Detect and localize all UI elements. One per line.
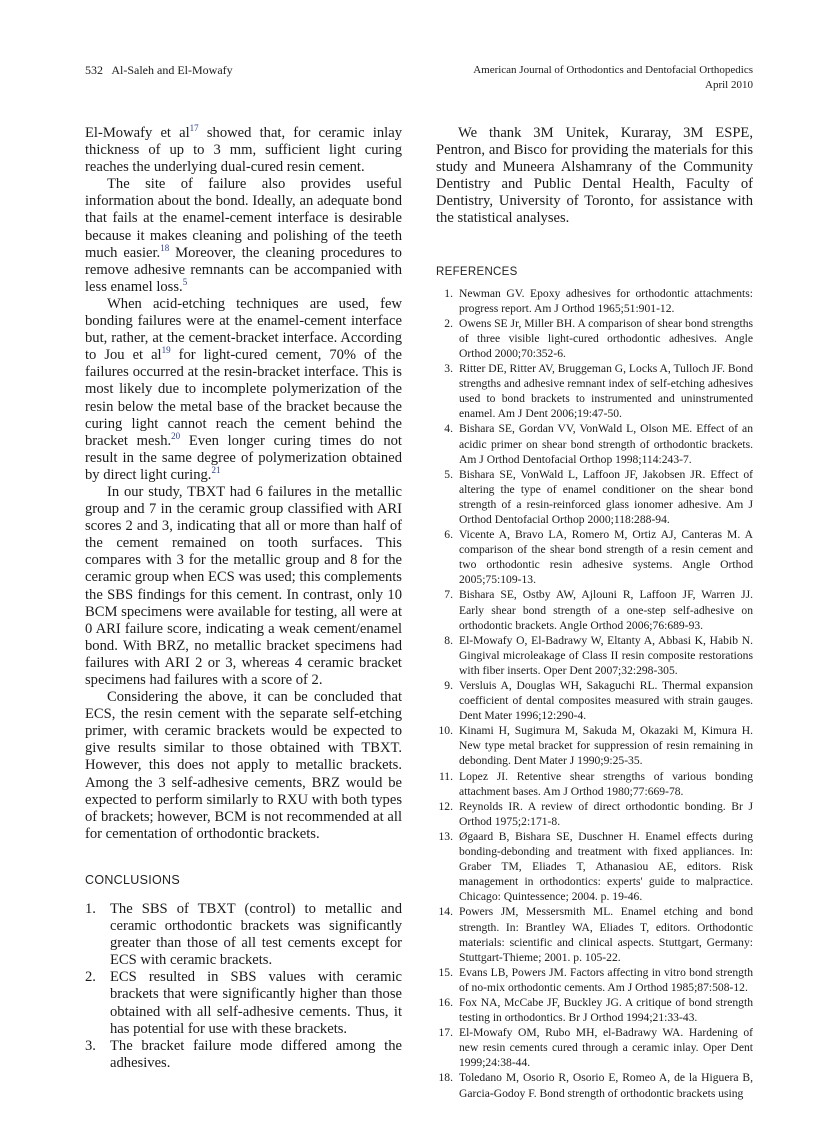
conclusion-item — [85, 969, 402, 1037]
paragraph-text: Considering the above, it can be concluded that ECS, the resin cement with the separate self-etching primer, with ceramic brackets would be expected to give results similar to those obtained with TBXT. However, this does not apply to metallic brackets. Among the 3 self-adhesive cements, BRZ would be expected to perform similarly to RXU with both types of brackets; however, BCM is not recommended at all for cementation of orthodontic brackets. — [85, 689, 402, 842]
item-text: Ritter DE, Ritter AV, Bruggeman G, Locks A, Tulloch JF. Bond strengths and adhesive remnant index of self-etching adhesives used to bond brackets to instrumented and uninstrumented enamel. Am J Dent 2006;19:47-50. — [459, 362, 753, 421]
paragraph-text: Moreover, the cleaning procedures to remove adhesive remnants can be accompanied with less enamel loss. — [85, 244, 402, 295]
item-text: Bishara SE, Gordan VV, VonWald L, Olson ME. Effect of an acidic primer on shear bond strength of orthodontic brackets. Am J Orthod Dentofacial Orthop 1998;114:243-7. — [459, 422, 753, 466]
item-number: 1. — [85, 900, 96, 917]
running-header-right — [473, 63, 753, 93]
left-column — [85, 125, 402, 1072]
reference-item — [436, 587, 753, 632]
paragraph — [85, 296, 402, 484]
item-text: Toledano M, Osorio R, Osorio E, Romeo A, de la Higuera B, Garcia-Godoy F. Bond strength of orthodontic brackets using — [459, 1071, 753, 1100]
acknowledgment: We thank 3M Unitek, Kuraray, 3M ESPE, Pentron, and Bisco for providing the materials for this study and Muneera Alshamrany of the Community Dentistry and Public Dental Health, Faculty of Dentistry, University of Toronto, for assistance with the statistical analyses. — [436, 125, 753, 227]
issue-date: April 2010 — [705, 79, 753, 91]
item-number: 5. — [444, 467, 453, 481]
paragraph — [85, 176, 402, 296]
reference-item — [436, 421, 753, 466]
item-number: 18. — [438, 1071, 453, 1085]
paragraph-text: The site of failure also provides useful information about the bond. Ideally, an adequate bond that fails at the enamel-cement interface is desirable because it makes cleaning and polishing of the teeth much easier. — [85, 176, 402, 261]
paragraph — [85, 484, 402, 689]
right-column — [436, 125, 753, 1101]
item-number: 12. — [438, 799, 453, 813]
item-number: 16. — [438, 995, 453, 1009]
item-number: 15. — [438, 965, 453, 979]
item-text: The bracket failure mode differed among the adhesives. — [110, 1037, 402, 1071]
item-number: 6. — [444, 528, 453, 542]
item-text: Fox NA, McCabe JF, Buckley JG. A critique of bond strength testing in orthodontics. Br J Orthod 1994;21:33-43. — [459, 995, 753, 1025]
reference-item — [436, 286, 753, 316]
reference-item — [436, 769, 753, 799]
citation-link[interactable]: 19 — [161, 345, 171, 356]
reference-item — [436, 316, 753, 361]
references-heading: REFERENCES — [436, 265, 518, 278]
journal-title: American Journal of Orthodontics and Dentofacial Orthopedics — [473, 64, 753, 76]
item-number: 3. — [85, 1037, 96, 1054]
reference-item — [436, 361, 753, 421]
item-number: 4. — [444, 422, 453, 436]
citation-link[interactable]: 17 — [189, 123, 199, 133]
paragraph-text: El-Mowafy et al — [85, 125, 190, 141]
reference-item — [436, 633, 753, 678]
reference-item — [436, 1070, 753, 1100]
item-number: 1. — [444, 286, 453, 300]
paragraph-text: In our study, TBXT had 6 failures in the metallic group and 7 in the ceramic group classified with ARI scores 2 and 3, indicating that all or more than half of the cement remained on tooth surfaces. This compares with 3 for the metallic group and 8 for the ceramic group when ECS was used; this complements the SBS findings for this cement. In contrast, only 10 BCM specimens were available for testing, all were at 0 ARI failure score, indicating a weak cement/enamel bond. With BRZ, no metallic bracket specimens had failures with ARI 2 or 3, whereas 4 ceramic bracket specimens had failures with a score of 2. — [85, 483, 402, 688]
paragraph — [85, 689, 402, 843]
discussion-text — [85, 125, 402, 843]
paragraph-text: for light-cured cement, 70% of the failures occurred at the resin-bracket interface. This is most likely due to incomplete polymerization of the resin below the metal base of the bracket because the curing light cannot reach the cement behind the bracket mesh. — [85, 347, 402, 449]
conclusions-list — [85, 901, 402, 1072]
item-number: 7. — [444, 588, 453, 602]
item-text: Newman GV. Epoxy adhesives for orthodontic attachments: progress report. Am J Orthod 1965;51:901-12. — [459, 286, 753, 315]
reference-item — [436, 1025, 753, 1070]
citation-link[interactable]: 5 — [182, 276, 188, 287]
paragraph-text: showed that, for ceramic inlay thickness of up to 3 mm, sufficient light curing reaches the underlying dual-cured resin cement. — [85, 125, 402, 176]
item-number: 14. — [438, 905, 453, 919]
reference-item — [436, 678, 753, 723]
item-text: Bishara SE, VonWald L, Laffoon JF, Jakobsen JR. Effect of altering the type of enamel conditioner on the shear bond strength of a resin-reinforced glass ionomer adhesive. Am J Orthod Dentofacial Orthop 2000;118:288-94. — [459, 467, 753, 526]
conclusion-item — [85, 1038, 402, 1072]
item-text: Øgaard B, Bishara SE, Duschner H. Enamel effects during bonding-debonding and treatment with fixed appliances. In: Graber TM, Eliades T, Athanasiou AE, editors. Risk management in orthodontics: experts' guide to malpractice. Chicago: Quintessence; 2004. p. 19-46. — [459, 829, 753, 904]
item-text: Powers JM, Messersmith ML. Enamel etching and bond strength. In: Brantley WA, Eliades T, editors. Orthodontic materials: scientific and clinical aspects. Stuttgart, Germany: Stuttgart-Thieme; 2001. p. 105-22. — [459, 905, 753, 964]
conclusion-item — [85, 901, 402, 969]
paragraph-text: When acid-etching techniques are used, few bonding failures were at the enamel-cement interface but, rather, at the cement-bracket interface. According to Jou et al — [85, 295, 402, 364]
paragraph-text: Even longer curing times do not result in the same degree of polymerization obtained by direct light curing. — [85, 432, 402, 483]
citation-link[interactable]: 21 — [211, 464, 221, 475]
item-text: El-Mowafy OM, Rubo MH, el-Badrawy WA. Hardening of new resin cements cured through a ceramic inlay. Oper Dent 1999;24:38-44. — [459, 1026, 753, 1070]
reference-item — [436, 904, 753, 964]
reference-item — [436, 829, 753, 904]
item-text: El-Mowafy O, El-Badrawy W, Eltanty A, Abbasi K, Habib N. Gingival microleakage of Class II resin composite restorations with fiber inserts. Oper Dent 2007;32:298-305. — [459, 633, 753, 677]
citation-link[interactable]: 20 — [171, 430, 181, 441]
item-text: Owens SE Jr, Miller BH. A comparison of shear bond strengths of three visible light-cured orthodontic adhesives. Angle Orthod 2000;70:352-6. — [459, 316, 753, 360]
item-text: Vicente A, Bravo LA, Romero M, Ortiz AJ, Canteras M. A comparison of the shear bond strength of a resin cement and two orthodontic resin adhesive systems. Angle Orthod 2005;75:109-13. — [459, 528, 753, 587]
item-number: 2. — [444, 316, 453, 330]
reference-item — [436, 799, 753, 829]
running-authors: Al-Saleh and El-Mowafy — [111, 63, 233, 77]
references-list — [436, 286, 753, 1101]
item-text: Kinami H, Sugimura M, Sakuda M, Okazaki M, Kimura H. New type metal bracket for suppression of resin remaining in debonding. Dent Mater J 1990;9:25-35. — [459, 724, 753, 768]
item-text: Lopez JI. Retentive shear strengths of various bonding attachment bases. Am J Orthod 1980;77:669-78. — [459, 769, 753, 798]
reference-item — [436, 995, 753, 1025]
reference-item — [436, 467, 753, 527]
item-text: The SBS of TBXT (control) to metallic and ceramic orthodontic brackets was significantly greater than those of all test cements except for ECS with ceramic brackets. — [110, 900, 402, 969]
paragraph — [85, 125, 402, 176]
item-number: 3. — [444, 362, 453, 376]
reference-item — [436, 723, 753, 768]
item-number: 2. — [85, 969, 96, 986]
running-header-left — [85, 63, 233, 78]
item-number: 10. — [438, 724, 453, 738]
item-number: 11. — [438, 769, 453, 783]
item-text: Evans LB, Powers JM. Factors affecting in vitro bond strength of no-mix orthodontic cements. Am J Orthod 1985;87:508-12. — [459, 965, 753, 994]
item-text: Bishara SE, Ostby AW, Ajlouni R, Laffoon JF, Warren JJ. Early shear bond strength of a one-step self-adhesive on orthodontic brackets. Angle Orthod 2006;76:689-93. — [459, 588, 753, 632]
citation-link[interactable]: 18 — [160, 242, 170, 253]
page-number: 532 — [85, 63, 103, 77]
item-text: Versluis A, Douglas WH, Sakaguchi RL. Thermal expansion coefficient of dental composites measured with strain gauges. Dent Mater 1996;12:290-4. — [459, 679, 753, 723]
item-number: 8. — [444, 633, 453, 647]
item-text: ECS resulted in SBS values with ceramic brackets that were significantly higher than those obtained with all self-adhesive cements. Thus, it has potential for use with these brackets. — [110, 969, 402, 1037]
item-number: 17. — [438, 1026, 453, 1040]
reference-item — [436, 527, 753, 587]
conclusions-heading: CONCLUSIONS — [85, 872, 180, 887]
item-text: Reynolds IR. A review of direct orthodontic bonding. Br J Orthod 1975;2:171-8. — [459, 799, 753, 828]
item-number: 13. — [438, 829, 453, 843]
item-number: 9. — [444, 679, 453, 692]
reference-item — [436, 965, 753, 995]
